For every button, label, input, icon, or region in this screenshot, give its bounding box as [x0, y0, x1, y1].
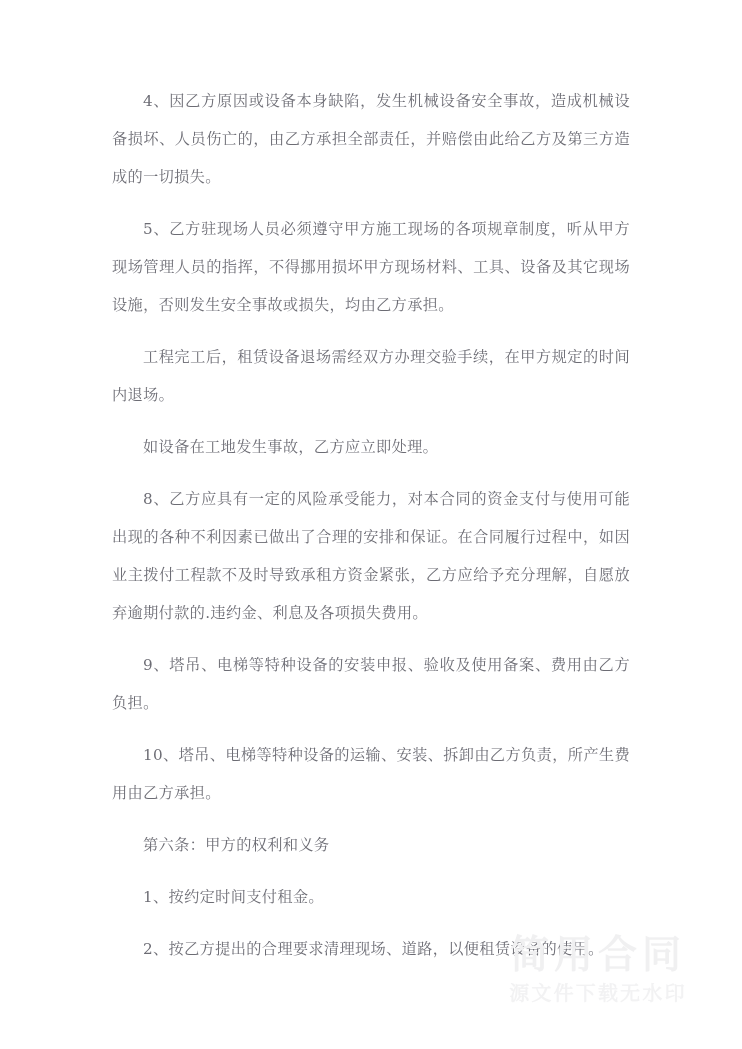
paragraph-clause-accident: 如设备在工地发生事故，乙方应立即处理。: [143, 438, 439, 456]
paragraph-clause-10: 10、塔吊、电梯等特种设备的运输、安装、拆卸由乙方负责，所产生费用由乙方承担。: [112, 746, 630, 802]
watermark-tagline-text: 源文件下载无水印: [509, 981, 687, 1005]
document-text-body: [112, 82, 630, 982]
paragraph-section6-clause-1: 1、按约定时间支付租金。: [143, 888, 324, 906]
paragraph-clause-8: 8、乙方应具有一定的风险承受能力，对本合同的资金支付与使用可能出现的各种不利因素已做出了合理的安排和保证。在合同履行过程中，如因业主拨付工程款不及时导致承租方资金紧张，乙方应给予充分理解，自愿放弃逾期付款的.违约金、利息及各项损失费用。: [112, 490, 630, 622]
paragraph-clause-5: 5、乙方驻现场人员必须遵守甲方施工现场的各项规章制度，听从甲方现场管理人员的指挥，不得挪用损坏甲方现场材料、工具、设备及其它现场设施，否则发生安全事故或损失，均由乙方承担。: [112, 220, 630, 314]
paragraph-clause-4: 4、因乙方原因或设备本身缺陷，发生机械设备安全事故，造成机械设备损坏、人员伤亡的，由乙方承担全部责任，并赔偿由此给乙方及第三方造成的一切损失。: [112, 92, 630, 186]
watermark-brand-text: 简用合同: [509, 932, 686, 978]
paragraph-section6-clause-2: 2、按乙方提出的合理要求清理现场、道路，以便租赁设备的使用。: [143, 940, 604, 958]
paragraph-clause-demobilization: 工程完工后，租赁设备退场需经双方办理交验手续，在甲方规定的时间内退场。: [112, 348, 630, 404]
paragraph-clause-9: 9、塔吊、电梯等特种设备的安装申报、验收及使用备案、费用由乙方负担。: [112, 656, 630, 712]
section-heading-article-six: 第六条：甲方的权利和义务: [143, 836, 330, 854]
